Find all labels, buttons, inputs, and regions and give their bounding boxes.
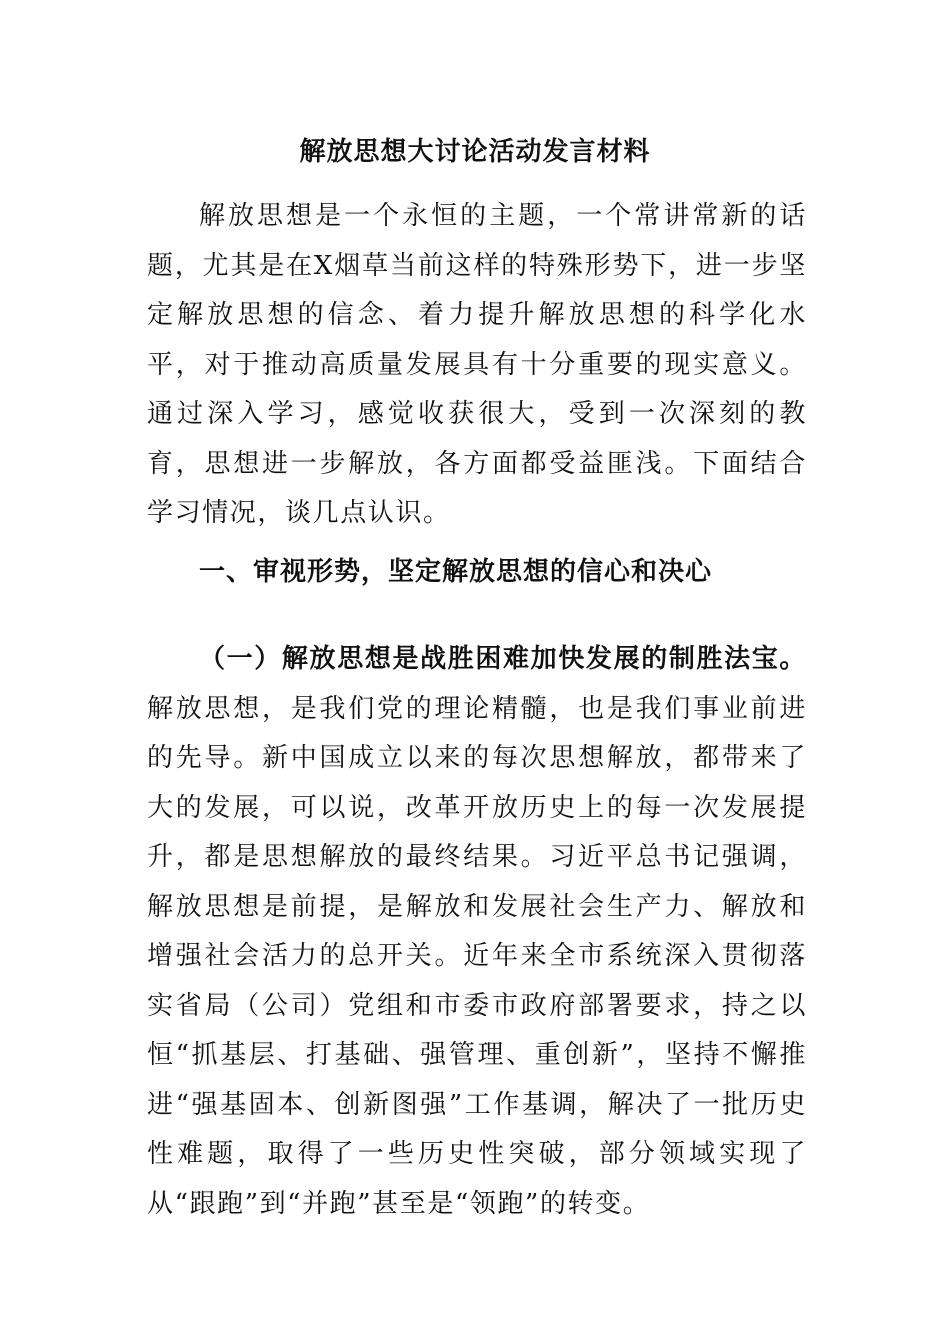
document-title: 解放思想大讨论活动发言材料 <box>299 137 651 167</box>
section-heading: 一、审视形势，坚定解放思想的信心和决心 <box>199 557 713 587</box>
subsection-lead: （一）解放思想是战胜困难加快发展的制胜法宝。 <box>199 644 807 674</box>
intro-paragraph: 解放思想是一个永恒的主题，一个常讲常新的话题，尤其是在X烟草当前这样的特殊形势下，进一步坚定解放思想的信念、着力提升解放思想的科学化水平，对于推动高质量发展具有十分重要的现实意义。通过深入学习，感觉收获很大，受到一次深刻的教育，思想进一步解放，各方面都受益匪浅。下面结合学习情况，谈几点认识。 <box>147 201 807 528</box>
subsection-paragraph <box>147 635 807 1229</box>
subsection-body: 解放思想，是我们党的理论精髓，也是我们事业前进的先导。新中国成立以来的每次思想解放，都带来了大的发展，可以说，改革开放历史上的每一次发展提升，都是思想解放的最终结果。习近平总书记强调，解放思想是前提，是解放和发展社会生产力、解放和增强社会活力的总开关。近年来全市系统深入贯彻落实省局（公司）党组和市委市政府部署要求，持之以恒“抓基层、打基础、强管理、重创新”，坚持不懈推进“强基固本、创新图强”工作基调，解决了一批历史性难题，取得了一些历史性突破，部分领域实现了从“跟跑”到“并跑”甚至是“领跑”的转变。 <box>147 693 807 1219</box>
